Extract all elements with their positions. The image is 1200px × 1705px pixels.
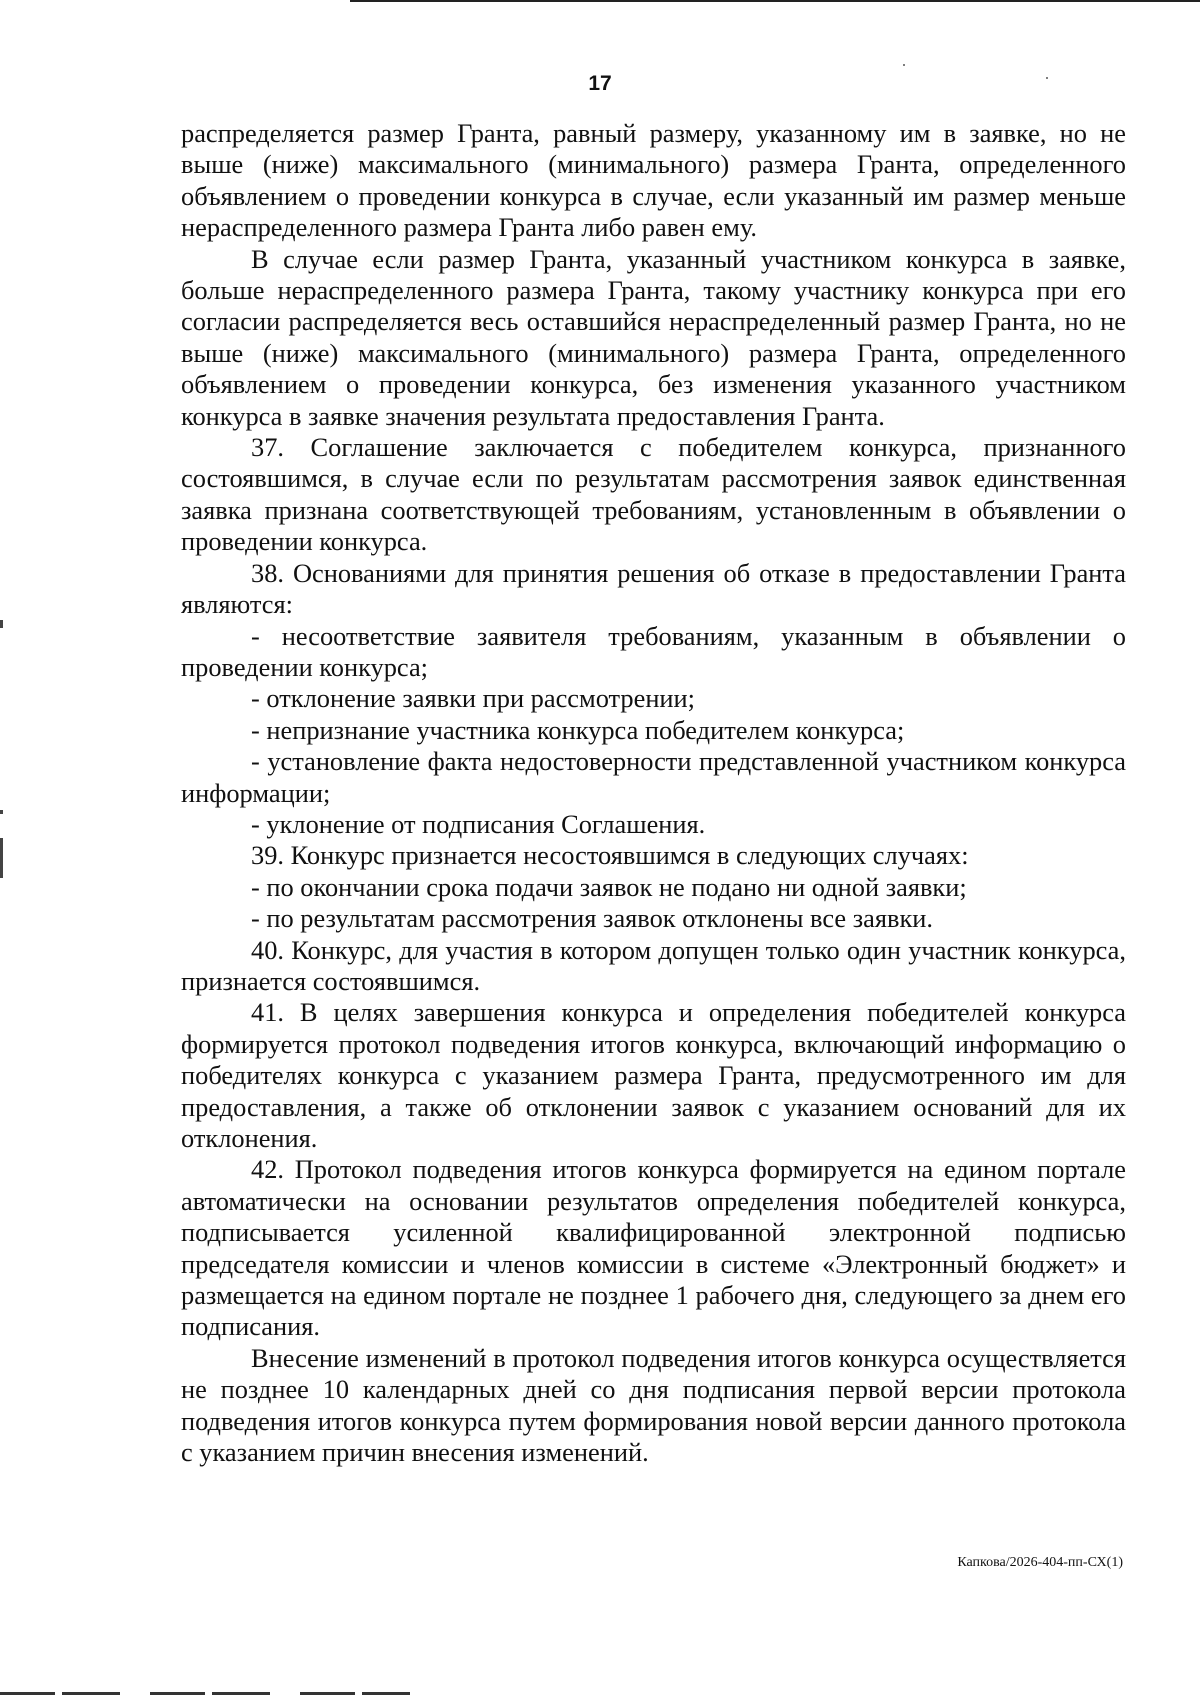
- paragraph: Внесение изменений в протокол подведения итогов конкурса осуществляется не позднее 10 календарных дней со дня подписания первой версии протокола подведения итогов конкурса путем формирования новой версии данного протокола с указанием причин внесения изменений.: [181, 1342, 1126, 1468]
- list-item: - непризнание участника конкурса победителем конкурса;: [251, 714, 905, 745]
- list-item: - отклонение заявки при рассмотрении;: [251, 683, 696, 714]
- scan-speck: [903, 64, 905, 66]
- list-item: - по результатам рассмотрения заявок отклонены все заявки.: [251, 903, 933, 934]
- paragraph: 42. Протокол подведения итогов конкурса формируется на едином портале автоматически на основании результатов определения победителей конкурса, подписывается усиленной квалифицированной электронной подписью председателя комиссии и членов комиссии в системе «Электронный бюджет» и размещается на едином портале не позднее 1 рабочего дня, следующего за днем его подписания.: [181, 1154, 1126, 1342]
- list-item: - несоответствие заявителя требованиям, указанным в объявлении о проведении конкурса;: [181, 620, 1126, 682]
- paragraph: 37. Соглашение заключается с победителем конкурса, признанного состоявшимся, в случае если по результатам рассмотрения заявок единственная заявка признана соответствующей требованиям, установленным в объявлении о проведении конкурса.: [181, 432, 1126, 557]
- scan-edge-top: [350, 0, 1200, 2]
- paragraph: 40. Конкурс, для участия в котором допущен только один участник конкурса, признается состоявшимся.: [181, 934, 1126, 996]
- paragraph: 38. Основаниями для принятия решения об отказе в предоставлении Гранта являются:: [181, 557, 1126, 620]
- list-item: - установление факта недостоверности представленной участником конкурса информации;: [181, 746, 1126, 808]
- document-code: Капкова/2026-404-пп-СХ(1): [957, 1555, 1123, 1570]
- scan-edge-bottom: [0, 1692, 410, 1695]
- scan-edge-mark: [0, 620, 3, 628]
- paragraph: 39. Конкурс признается несостоявшимся в следующих случаях:: [251, 840, 969, 871]
- paragraph: 41. В целях завершения конкурса и определения победителей конкурса формируется протокол подведения итогов конкурса, включающий информацию о победителях конкурса с указанием размера Гранта, предусмотренного им для предоставления, а также об отклонении заявок с указанием оснований для их отклонения.: [181, 997, 1126, 1153]
- scan-edge-mark: [0, 810, 3, 814]
- list-item: - по окончании срока подачи заявок не подано ни одной заявки;: [251, 871, 967, 902]
- list-item: - уклонение от подписания Соглашения.: [251, 808, 706, 839]
- scan-edge-mark: [0, 838, 3, 878]
- document-body: [181, 118, 1126, 1468]
- page-number: 17: [588, 72, 612, 95]
- paragraph: В случае если размер Гранта, указанный участником конкурса в заявке, больше нераспределенного размера Гранта, такому участнику конкурса при его согласии распределяется весь оставшийся нераспределенный размер Гранта, но не выше (ниже) максимального (минимального) размера Гранта, определенного объявлением о проведении конкурса, без изменения указанного участником конкурса в заявке значения результата предоставления Гранта.: [181, 243, 1126, 431]
- paragraph: распределяется размер Гранта, равный размеру, указанному им в заявке, но не выше (ниже) максимального (минимального) размера Гранта, определенного объявлением о проведении конкурса в случае, если указанный им размер меньше нераспределенного размера Гранта либо равен ему.: [181, 118, 1126, 243]
